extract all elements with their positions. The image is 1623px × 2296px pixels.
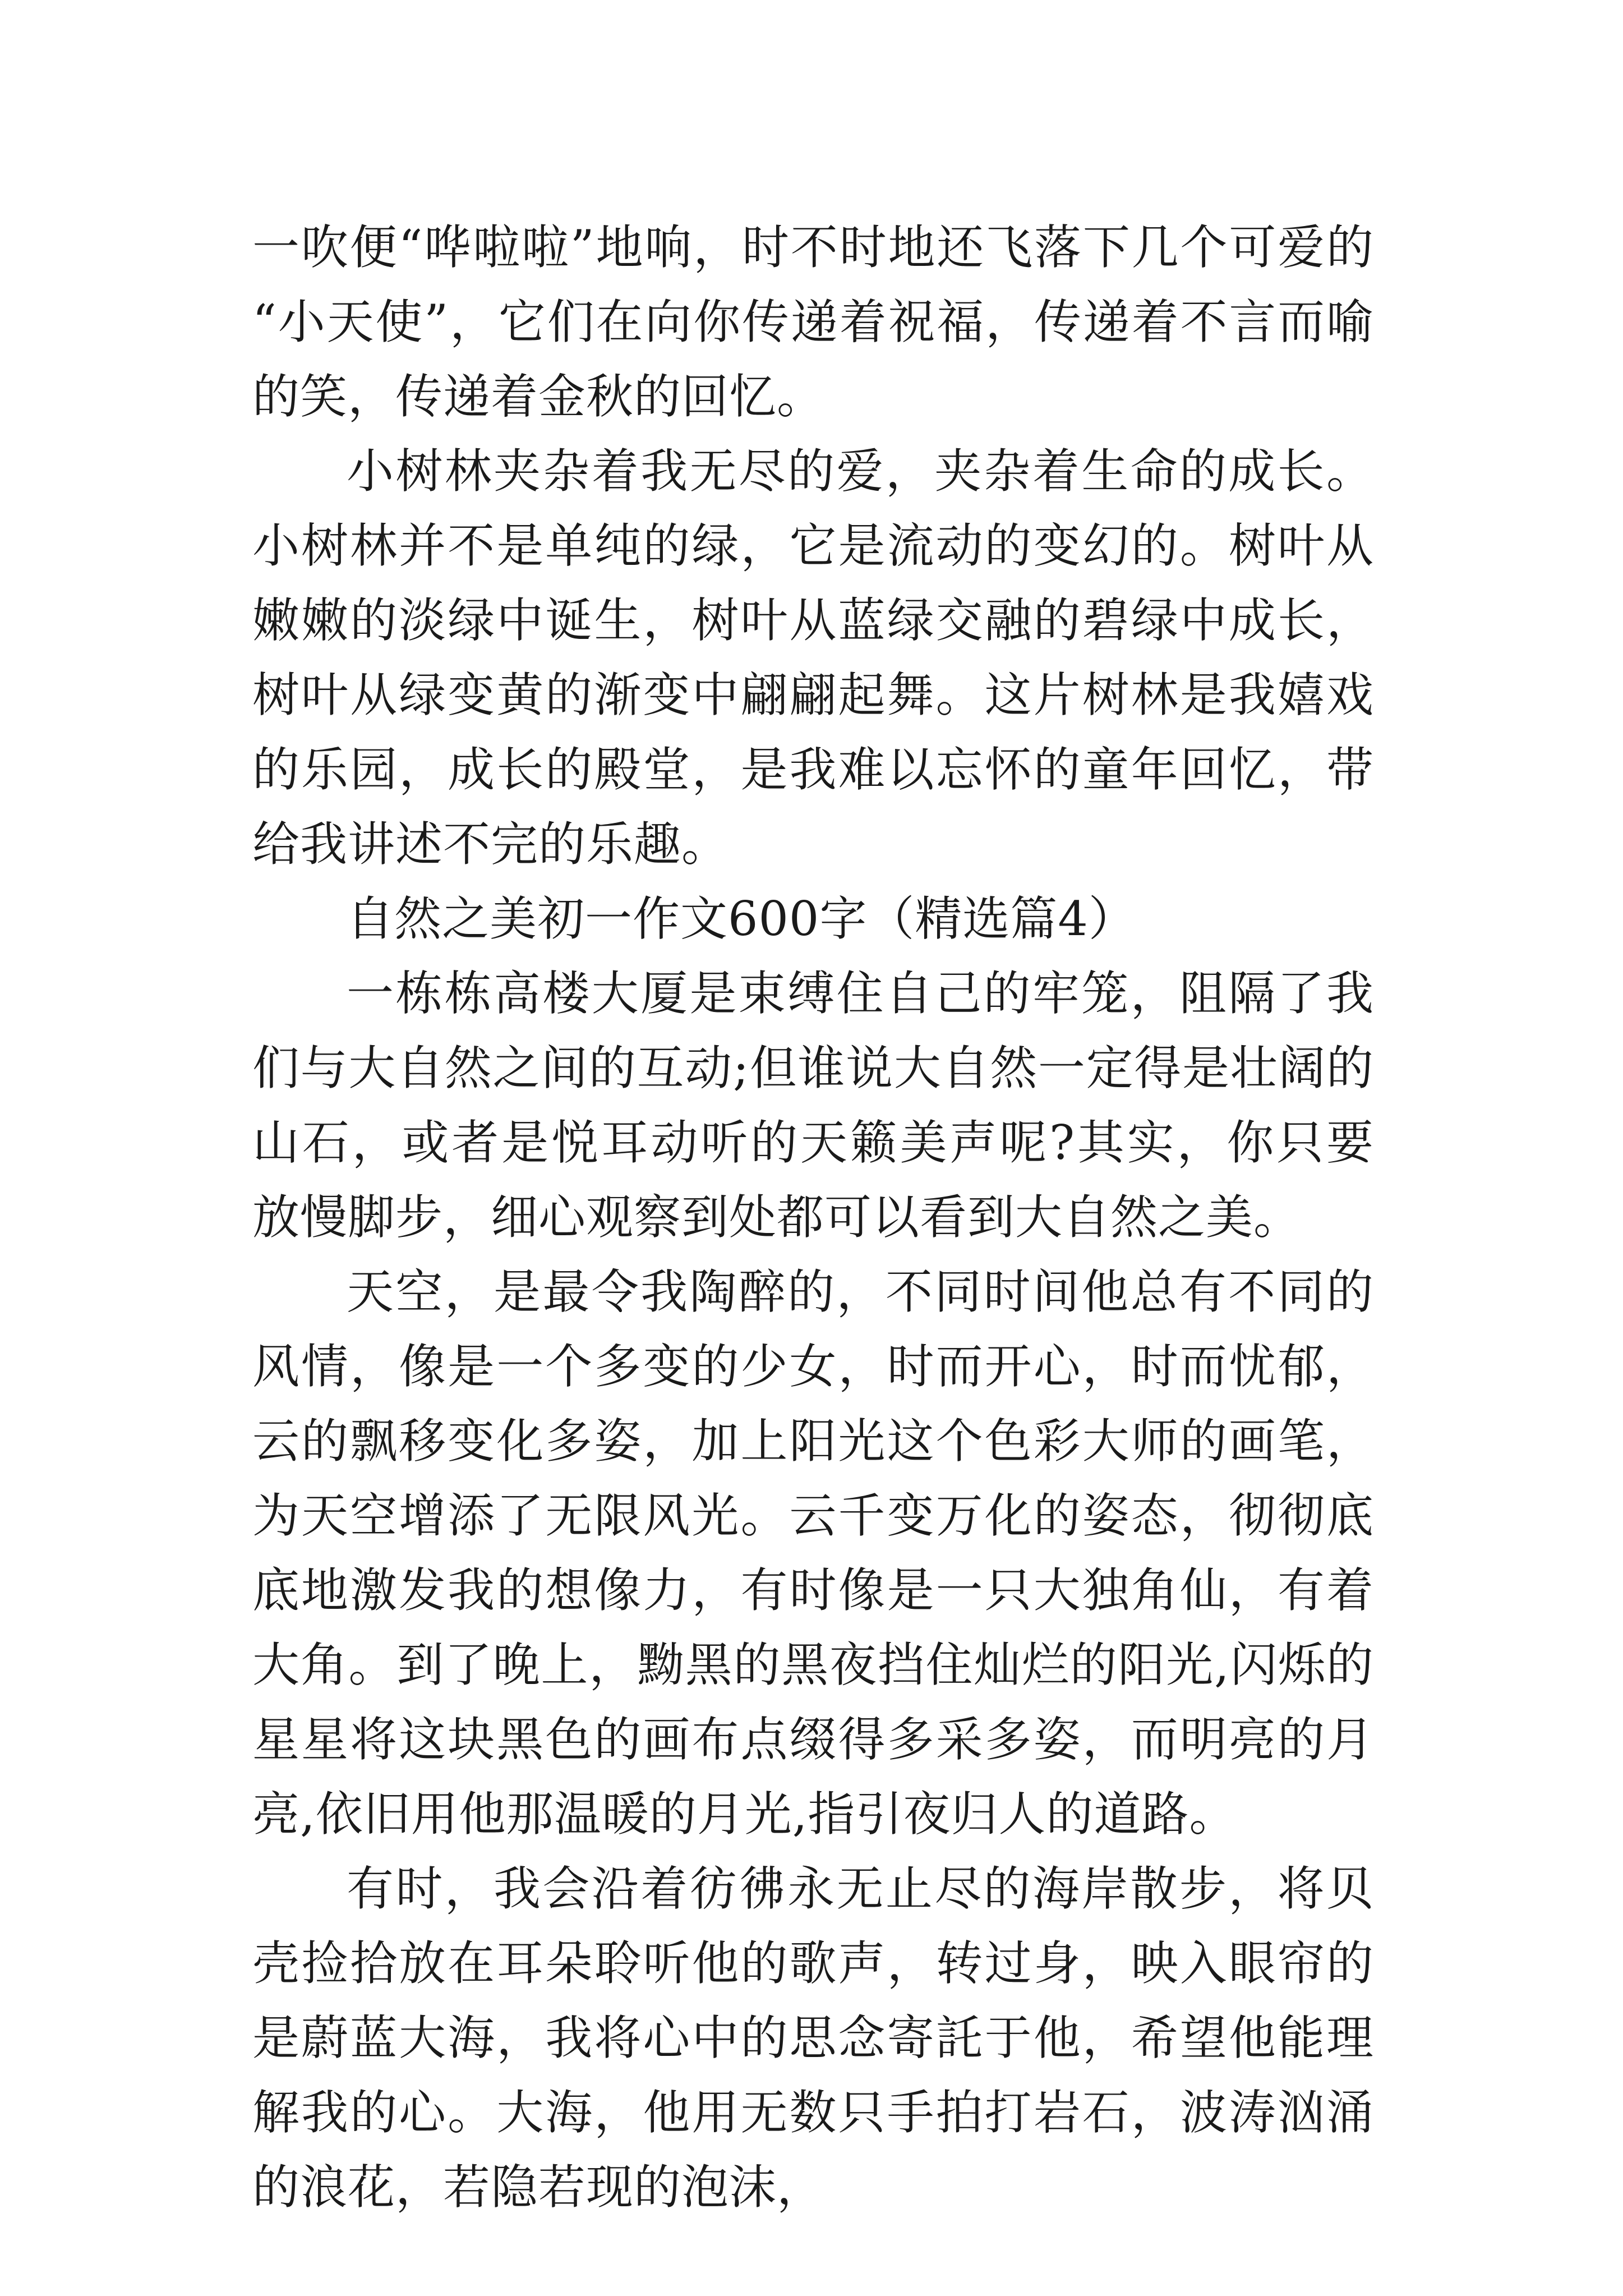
paragraph-sea: 有时，我会沿着彷彿永无止尽的海岸散步，将贝壳捡拾放在耳朵聆听他的歌声，转过身，映入眼帘的是蔚蓝大海，我将心中的思念寄託于他，希望他能理解我的心。大海，他用无数只手拍打岩石，波涛汹涌的浪花，若隐若现的泡沫， — [252, 1861, 1374, 2215]
paragraph-buildings: 一栋栋高楼大厦是束缚住自己的牢笼，阻隔了我们与大自然之间的互动;但谁说大自然一定得是壮阔的山石，或者是悦耳动听的天籁美声呢?其实，你只要放慢脚步，细心观察到处都可以看到大自然之美。 — [252, 966, 1374, 1245]
paragraph-sky: 天空，是最令我陶醉的，不同时间他总有不同的风情，像是一个多变的少女，时而开心，时而忧郁，云的飘移变化多姿，加上阳光这个色彩大师的画笔，为天空增添了无限风光。云千变万化的姿态，彻彻底底地激发我的想像力，有时像是一只大独角仙，有着大角。到了晚上，黝黑的黑夜挡住灿烂的阳光,闪烁的星星将这块黑色的画布点缀得多采多姿，而明亮的月亮,依旧用他那温暖的月光,指引夜归人的道路。 — [252, 1264, 1374, 1842]
paragraph-continuation: 一吹便“哗啦啦”地响，时不时地还飞落下几个可爱的“小天使”，它们在向你传递着祝福，传递着不言而喻的笑，传递着金秋的回忆。 — [252, 220, 1374, 424]
section-heading: 自然之美初一作文600字（精选篇4） — [347, 891, 1136, 946]
paragraph-small-woods: 小树林夹杂着我无尽的爱，夹杂着生命的成长。小树林并不是单纯的绿，它是流动的变幻的。树叶从嫩嫩的淡绿中诞生，树叶从蓝绿交融的碧绿中成长，树叶从绿变黄的渐变中翩翩起舞。这片树林是我嬉戏的乐园，成长的殿堂，是我难以忘怀的童年回忆，带给我讲述不完的乐趣。 — [252, 444, 1374, 872]
document-body — [252, 210, 1374, 2225]
